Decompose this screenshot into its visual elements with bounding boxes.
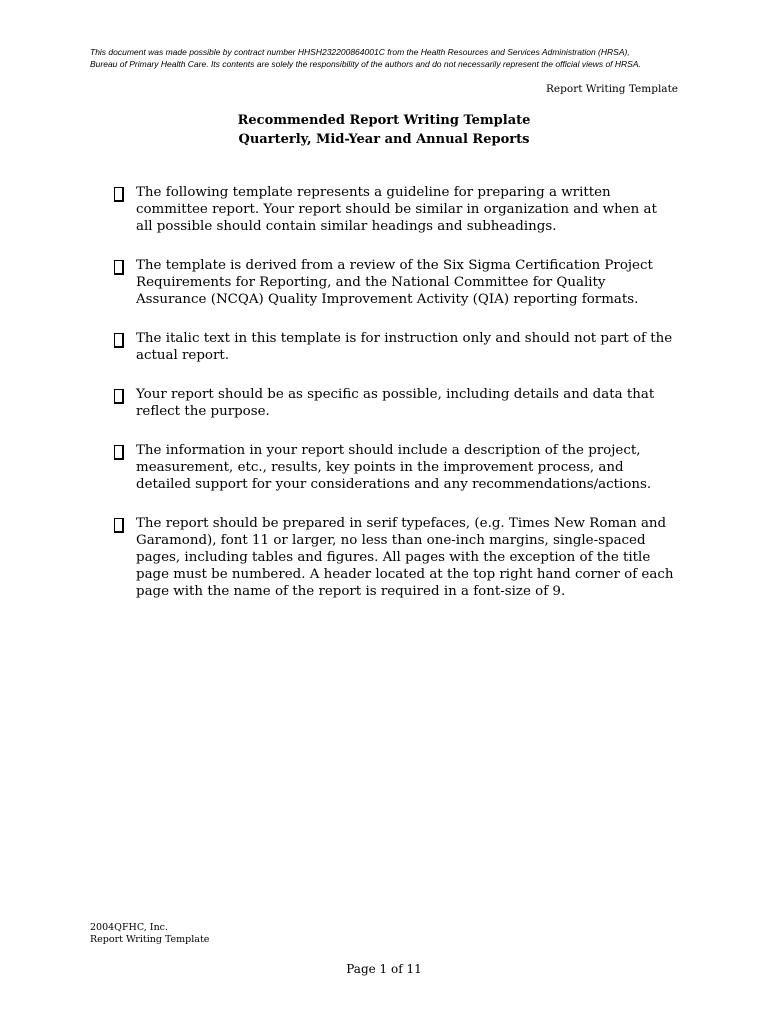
list-item-text: The italic text in this template is for instruction only and should not part of the actual report. bbox=[136, 331, 673, 363]
footer-org-name: 2004QFHC, Inc. bbox=[90, 922, 169, 933]
list-item bbox=[114, 257, 674, 308]
list-item-text: The report should be prepared in serif typefaces, (e.g. Times New Roman and Garamond), font 11 or larger, no less than one-inch margins, single-spaced pages, including tables and figures. All pages with the exception of the title page must be numbered. A header located at the top right hand corner of each page with the name of the report is required in a font-size of 9. bbox=[136, 516, 674, 599]
list-item bbox=[114, 515, 674, 600]
page-number: Page 1 of 11 bbox=[346, 962, 422, 976]
checkbox-bullet-icon bbox=[114, 333, 124, 348]
document-title bbox=[0, 111, 768, 149]
title-line-2: Quarterly, Mid-Year and Annual Reports bbox=[238, 132, 530, 147]
list-item bbox=[114, 386, 674, 420]
checkbox-bullet-icon bbox=[114, 389, 124, 404]
list-item-text: The template is derived from a review of the Six Sigma Certification Project Requirements for Reporting, and the National Committee for Quality Assurance (NCQA) Quality Improvement Activity (QIA) reporting formats. bbox=[136, 258, 653, 307]
guideline-list bbox=[114, 184, 674, 622]
checkbox-bullet-icon bbox=[114, 260, 124, 275]
running-header: Report Writing Template bbox=[546, 83, 678, 95]
footer-doc-name: Report Writing Template bbox=[90, 934, 210, 945]
title-line-1: Recommended Report Writing Template bbox=[237, 113, 531, 128]
checkbox-bullet-icon bbox=[114, 187, 124, 202]
list-item bbox=[114, 442, 674, 493]
footer-org-block bbox=[90, 922, 209, 946]
list-item-text: The following template represents a guideline for preparing a written committee report. Your report should be similar in organization and when at all possible should contain similar headings and subheadings. bbox=[136, 185, 657, 234]
checkbox-bullet-icon bbox=[114, 518, 124, 533]
funding-disclaimer: This document was made possible by contract number HHSH232200864001C from the Health Resources and Services Administration (HRSA), Bureau of Primary Health Care. Its contents are solely the responsibility of the authors and do not necessarily represent the official views of HRSA. bbox=[90, 47, 641, 69]
list-item bbox=[114, 184, 674, 235]
list-item-text: Your report should be as specific as possible, including details and data that reflect the purpose. bbox=[136, 387, 655, 419]
checkbox-bullet-icon bbox=[114, 445, 124, 460]
list-item bbox=[114, 330, 674, 364]
list-item-text: The information in your report should include a description of the project, measurement, etc., results, key points in the improvement process, and detailed support for your considerations and any recommendations/actions. bbox=[136, 443, 652, 492]
